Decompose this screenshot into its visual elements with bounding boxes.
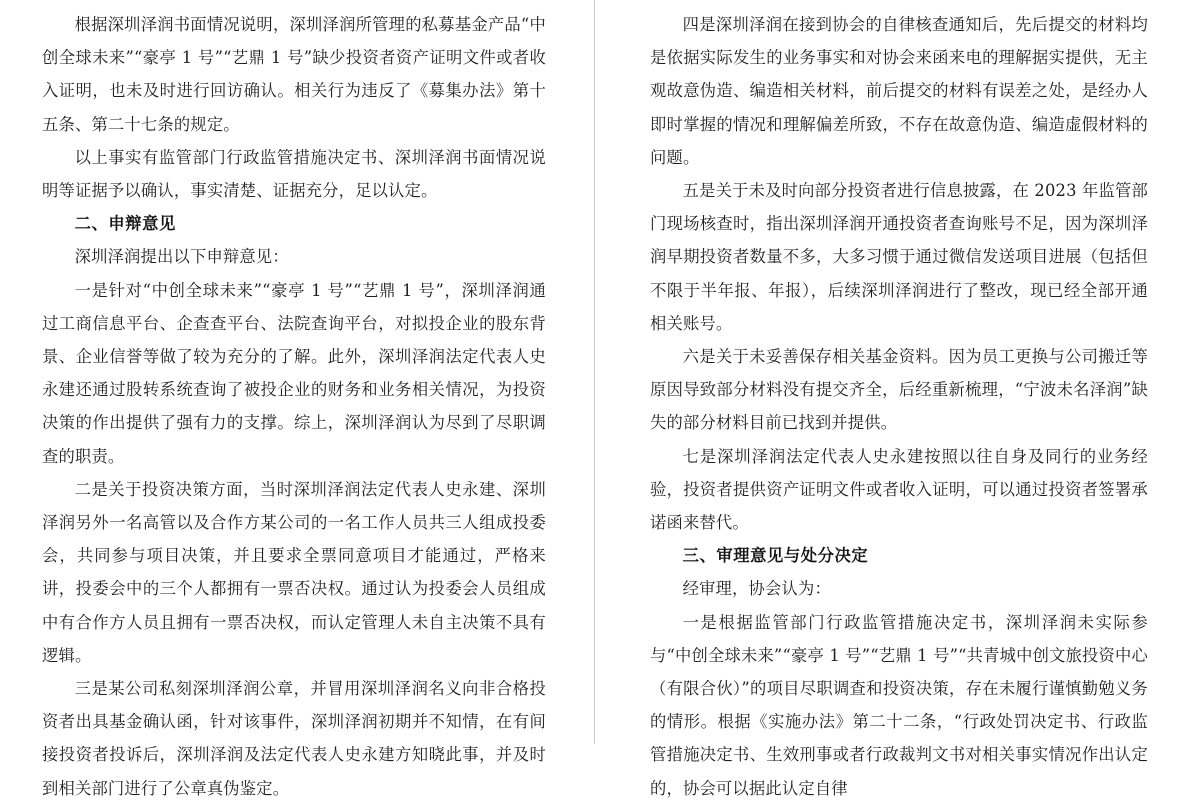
paragraph: 六是关于未妥善保存相关基金资料。因为员工更换与公司搬迁等原因导致部分材料没有提交齐全，后经重新梳理，“宁波未名泽润”缺失的部分材料目前已找到并提供。 (650, 347, 1148, 433)
paragraph: 五是关于未及时向部分投资者进行信息披露，在 2023 年监管部门现场核查时，指出深圳泽润开通投资者查询账号不足，因为深圳泽润早期投资者数量不多，大多习惯于通过微信发送项目进展（包括但不限于半年报、年报），后续深圳泽润进行了整改，现已经全部开通相关账号。 (650, 181, 1148, 333)
paragraph: 三是某公司私刻深圳泽润公章，并冒用深圳泽润名义向非合格投资者出具基金确认函，针对该事件，深圳泽润初期并不知情，在有间接投资者投诉后，深圳泽润及法定代表人史永建方知晓此事，并及时到相关部门进行了公章真伪鉴定。 (42, 679, 546, 798)
section-heading: 二、申辩意见 (74, 214, 176, 234)
paragraph: 根据深圳泽润书面情况说明，深圳泽润所管理的私募基金产品“中创全球未来”“豪亭 1 号”“艺鼎 1 号”缺少投资者资产证明文件或者收入证明，也未及时进行回访确认。相关行为违反了《募集办法》第十五条、第二十七条的规定。 (42, 15, 546, 134)
left-column (0, 0, 594, 798)
paragraph: 四是深圳泽润在接到协会的自律核查通知后，先后提交的材料均是依据实际发生的业务事实和对协会来函来电的理解据实提供，无主观故意伪造、编造相关材料，前后提交的材料有误差之处，是经办人即时掌握的情况和理解偏差所致，不存在故意伪造、编造虚假材料的问题。 (650, 15, 1148, 167)
paragraph: 二是关于投资决策方面，当时深圳泽润法定代表人史永建、深圳泽润另外一名高管以及合作方某公司的一名工作人员共三人组成投委会，共同参与项目决策，并且要求全票同意项目才能通过，严格来讲，投委会中的三个人都拥有一票否决权。通过认为投委会人员组成中有合作方人员且拥有一票否决权，而认定管理人未自主决策不具有逻辑。 (42, 479, 546, 665)
paragraph: 一是针对“中创全球未来”“豪亭 1 号”“艺鼎 1 号”，深圳泽润通过工商信息平台、企查查平台、法院查询平台，对拟投企业的股东背景、企业信誉等做了较为充分的了解。此外，深圳泽润法定代表人史永建还通过股转系统查询了被投企业的财务和业务相关情况，为投资决策的作出提供了强有力的支撑。综上，深圳泽润认为尽到了尽职调查的职责。 (42, 280, 546, 466)
paragraph: 经审理，协会认为： (682, 579, 831, 599)
paragraph: 一是根据监管部门行政监管措施决定书，深圳泽润未实际参与“中创全球未来”“豪亭 1 号”“艺鼎 1 号”“共青城中创文旅投资中心（有限合伙）”的项目尽职调查和投资决策，存在未履行谨慎勤勉义务的情形。根据《实施办法》第二十二条，“行政处罚决定书、行政监管措施决定书、生效刑事或者行政裁判文书对相关事实情况作出认定的，协会可以据此认定自律 (650, 612, 1148, 798)
right-column (594, 0, 1188, 798)
section-heading: 三、审理意见与处分决定 (682, 546, 869, 566)
paragraph: 以上事实有监管部门行政监管措施决定书、深圳泽润书面情况说明等证据予以确认，事实清楚、证据充分，足以认定。 (42, 147, 546, 201)
column-divider (594, 0, 595, 744)
paragraph: 七是深圳泽润法定代表人史永建按照以往自身及同行的业务经验，投资者提供资产证明文件或者收入证明，可以通过投资者签署承诺函来替代。 (650, 446, 1148, 533)
paragraph: 深圳泽润提出以下申辩意见： (74, 247, 289, 267)
